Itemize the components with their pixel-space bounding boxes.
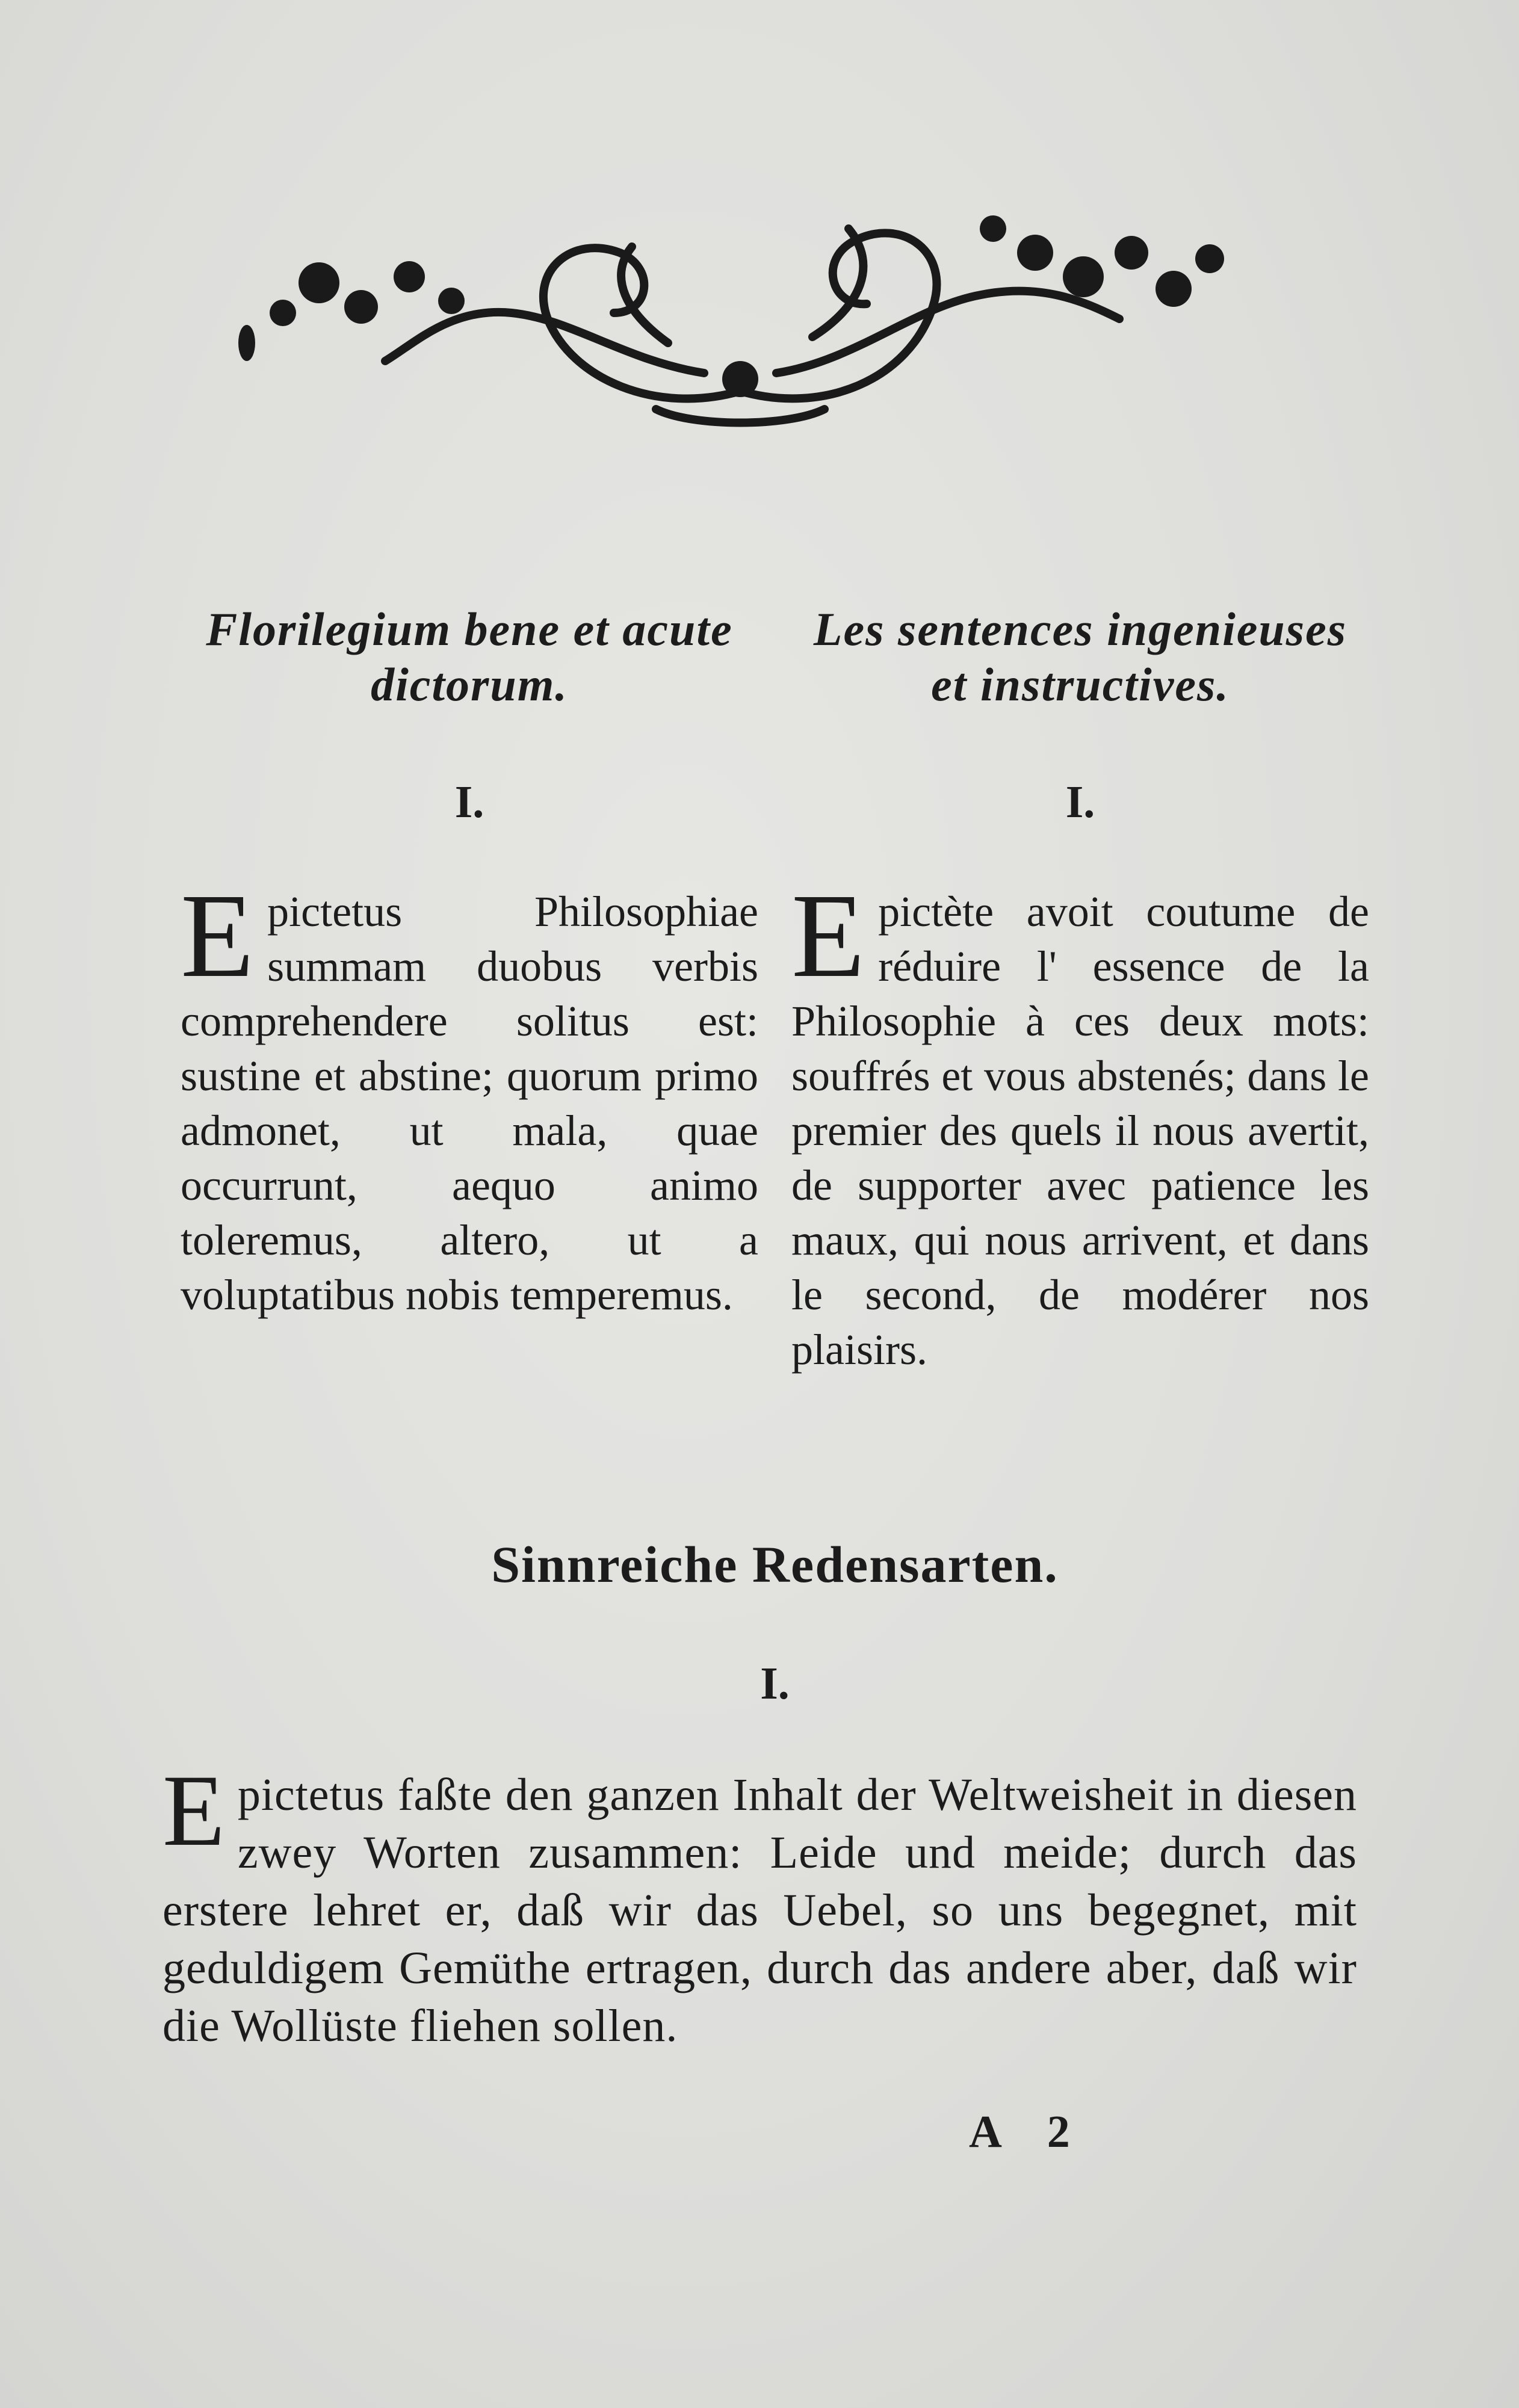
german-heading: Sinnreiche Redensarten. [491, 1536, 1059, 1593]
french-paragraph [791, 869, 1369, 1377]
latin-dropcap: E [181, 869, 255, 1002]
latin-heading [181, 602, 758, 712]
floral-scroll-ornament-icon [235, 162, 1246, 439]
french-dropcap: E [791, 869, 865, 1002]
latin-section-number: I. [454, 777, 484, 827]
german-text: pictetus faßte den ganzen Inhalt der Weltweisheit in diesen zwey Worten zusammen: Leide und meide; durch das erstere lehret er, daß wir das Uebel, so uns begegnet, mit geduldigem Gemüthe ertragen, durch das andere aber, daß wir die Wollüste fliehen sollen. [162, 1770, 1357, 2051]
french-heading-line1: Les sentences ingenieuses [813, 603, 1347, 655]
french-text: pictète avoit coutume de réduire l' essence de la Philosophie à ces deux mots: souffrés et vous abstenés; dans le premier des quels il nous avertit, de supporter avec patience les maux, qui nous arrivent, et dans le second, de modérer nos plaisirs. [791, 888, 1369, 1374]
french-heading [791, 602, 1369, 712]
latin-text: pictetus Philosophiae summam duobus verbis comprehendere solitus est: sustine et abstine; quorum primo admonet, ut mala, quae occurrunt, aequo animo toleremus, altero, ut a voluptatibus nobis temperemus. [181, 888, 758, 1319]
french-heading-line2: et instructives. [931, 658, 1230, 711]
german-dropcap: E [162, 1754, 226, 1867]
german-section-number: I. [760, 1658, 790, 1709]
latin-paragraph [181, 869, 758, 1323]
latin-heading-line2: dictorum. [371, 658, 568, 711]
german-paragraph [162, 1754, 1357, 2055]
french-section-number: I. [1065, 777, 1095, 827]
signature-mark: A 2 [969, 2107, 1088, 2157]
latin-heading-line1: Florilegium bene et acute [206, 603, 733, 655]
